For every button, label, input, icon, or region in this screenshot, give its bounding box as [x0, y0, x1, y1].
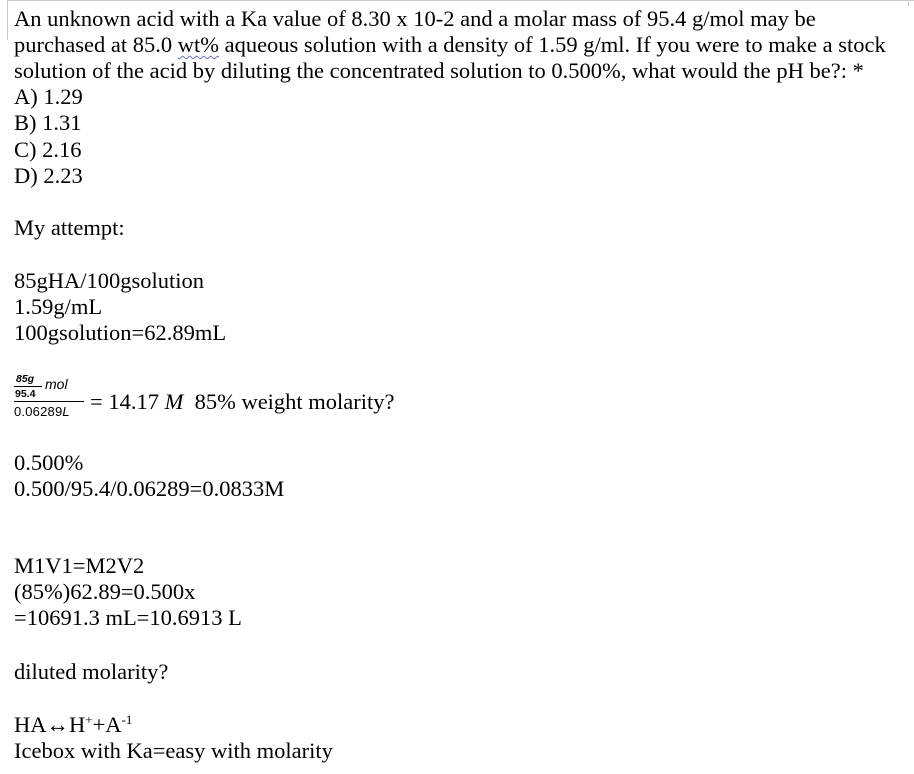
document-frame-right: [908, 0, 909, 6]
question-line-2: [14, 32, 886, 58]
attempt-step3-line-2: (85%)62.89=0.500x: [14, 579, 196, 604]
question-line-2-start: purchased at 85.0: [14, 32, 178, 57]
option-d: D) 2.23: [14, 163, 83, 188]
option-b: B) 1.31: [14, 110, 82, 135]
mol-unit: mol: [45, 376, 68, 392]
question-line-3: solution of the acid by diluting the concentrated solution to 0.500%, what would the pH be?: *: [14, 58, 864, 83]
question-line-1: An unknown acid with a Ka value of 8.30 x 10-2 and a molar mass of 95.4 g/mol may be: [14, 6, 816, 31]
outer-denominator-value: 0.06289: [14, 404, 63, 419]
reaction-reactant: HA: [14, 712, 47, 737]
equation-unit: M: [164, 389, 184, 414]
equation-result: [90, 389, 395, 415]
attempt-step2-line-1: 0.500%: [14, 450, 84, 475]
inner-denominator: 95.4: [15, 388, 36, 400]
inner-numerator: 85g: [16, 373, 35, 385]
attempt-last-line: Icebox with Ka=easy with molarity: [14, 738, 333, 763]
question-line-2-end: aqueous solution with a density of 1.59 g/ml. If you were to make a stock: [218, 32, 886, 57]
outer-fraction-bar: [14, 401, 84, 402]
document-frame-top: [7, 0, 914, 1]
reaction-a-charge: -1: [121, 712, 133, 727]
attempt-step1-line-3: 100gsolution=62.89mL: [14, 320, 227, 345]
option-a: A) 1.29: [14, 84, 83, 109]
reaction-h-charge: +: [85, 712, 93, 727]
inner-fraction-bar: [14, 386, 42, 387]
outer-denominator: [14, 404, 70, 420]
diluted-molarity-text: diluted molarity?: [14, 659, 169, 684]
reaction-arrow: ↔: [46, 712, 69, 737]
reaction-plus-a: +A: [92, 712, 122, 737]
attempt-heading: My attempt:: [14, 215, 125, 240]
attempt-step2-line-2: 0.500/95.4/0.06289=0.0833M: [14, 476, 285, 501]
equation-equals-value: = 14.17: [90, 389, 165, 414]
attempt-step3-line-1: M1V1=M2V2: [14, 553, 145, 578]
spellcheck-word-wt: wt%: [177, 32, 219, 57]
attempt-step3-line-3: =10691.3 mL=10.6913 L: [14, 605, 242, 630]
attempt-step1-line-1: 85gHA/100gsolution: [14, 268, 205, 293]
equation-comment: 85% weight molarity?: [183, 389, 395, 414]
document-frame-left: [7, 0, 8, 40]
molarity-equation: [14, 373, 434, 423]
attempt-step1-line-2: 1.59g/mL: [14, 294, 103, 319]
reaction-h: H: [69, 712, 86, 737]
outer-denominator-unit: L: [62, 404, 70, 419]
equation-fraction: [14, 373, 84, 423]
option-c: C) 2.16: [14, 137, 82, 162]
reaction-equation: [14, 712, 132, 738]
